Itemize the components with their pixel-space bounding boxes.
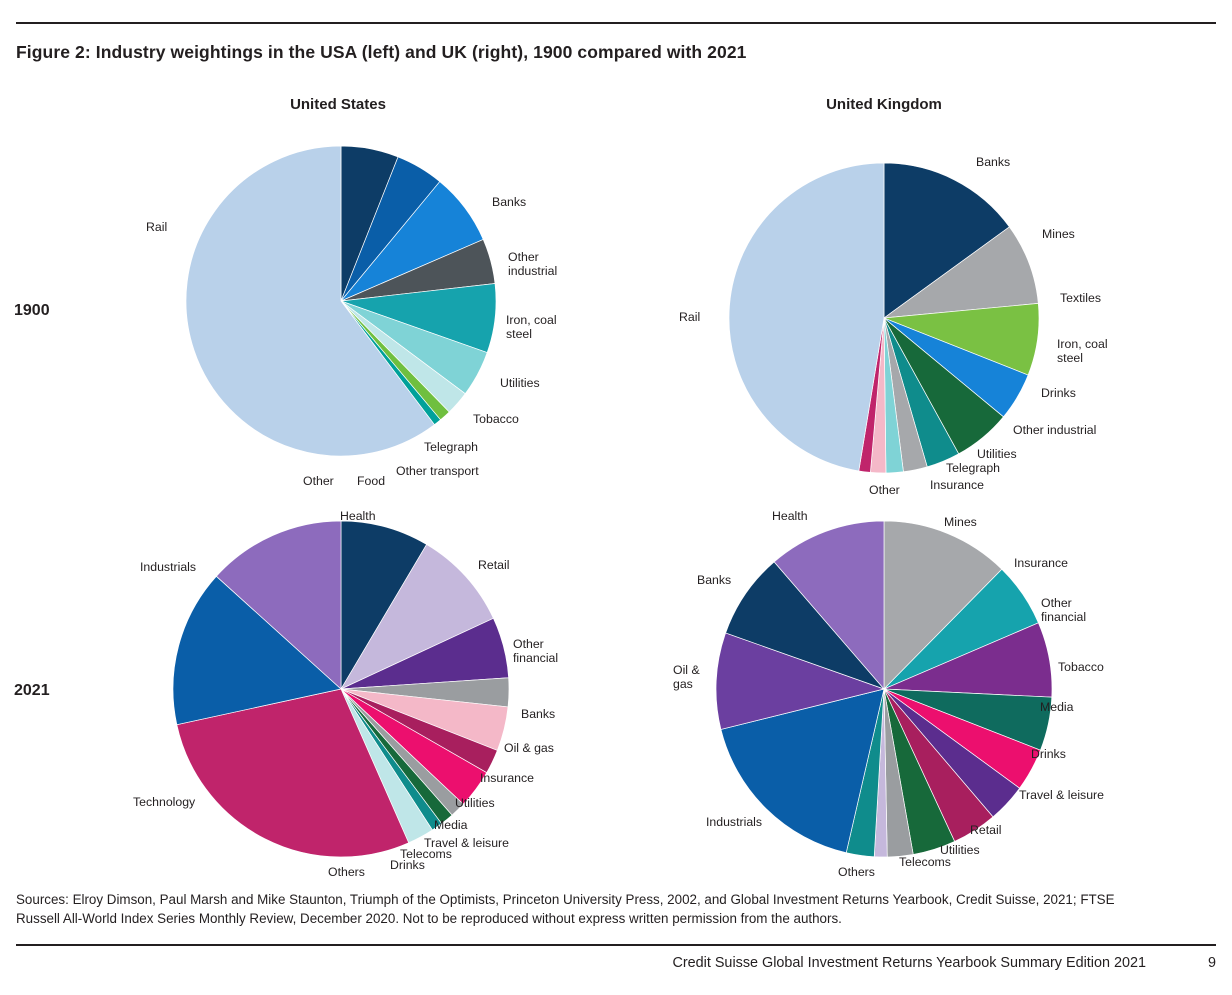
pie-label: Others (328, 865, 365, 879)
pie-slice (729, 163, 884, 471)
pie-label: Tobacco (473, 412, 519, 426)
pie-label: Other (869, 483, 900, 497)
pie-label: Others (838, 865, 875, 879)
pie-label: Telegraph (946, 461, 1001, 475)
bottom-divider (16, 944, 1216, 946)
pie-label: Telegraph (424, 440, 479, 454)
pie-label: Banks (521, 707, 556, 721)
panel-title-united-states: United States (290, 96, 386, 113)
pie-label: Travel & leisure (424, 836, 509, 850)
pie-label: Insurance (930, 478, 985, 492)
pie-label: Other industrial (1013, 423, 1097, 437)
pie-label: Drinks (1041, 386, 1076, 400)
pie-label: Media (1040, 700, 1074, 714)
pie-label: Health (340, 509, 376, 523)
pie-label: Other (303, 474, 334, 488)
pie-label: Other industrial (508, 250, 558, 279)
pie-label: Retail (478, 558, 510, 572)
pie-label: Oil & gas (504, 741, 554, 755)
footer-page-number: 9 (1207, 955, 1216, 971)
footer-title: Credit Suisse Global Investment Returns Yearbook Summary Edition 2021 (672, 955, 1146, 971)
pie-label: Banks (492, 195, 527, 209)
panel-title-united-kingdom: United Kingdom (826, 96, 942, 113)
pie-chart-us-1900 (184, 144, 498, 458)
pie-label: Industrials (706, 815, 763, 829)
pie-label: Retail (970, 823, 1002, 837)
pie-label: Health (772, 509, 808, 523)
row-label-1900: 1900 (14, 302, 50, 319)
pie-label: Iron, coal steel (506, 313, 557, 342)
pie-label: Rail (679, 310, 701, 324)
pie-label: Utilities (940, 843, 980, 857)
pie-label: Iron, coal steel (1057, 337, 1108, 366)
pie-label: Other financial (513, 637, 559, 666)
pie-label: Tobacco (1058, 660, 1104, 674)
row-label-2021: 2021 (14, 682, 50, 699)
pie-label: Insurance (1014, 556, 1069, 570)
pie-label: Utilities (455, 796, 495, 810)
sources-note: Sources: Elroy Dimson, Paul Marsh and Mike Staunton, Triumph of the Optimists, Princeton University Press, 2002, and Global Investment Returns Yearbook, Credit Suisse, 2021; FTSE Russell All-World Index Series Monthly Review, December 2020. Not to be reproduced without express written permission from the authors. (16, 892, 1115, 927)
pie-label: Other transport (396, 464, 479, 478)
figure-title: Figure 2: Industry weightings in the USA (left) and UK (right), 1900 compared with 2021 (16, 42, 747, 62)
pie-label: Telecoms (899, 855, 951, 869)
pie-label: Drinks (1031, 747, 1066, 761)
pie-label: Mines (944, 515, 977, 529)
pie-label: Textiles (1060, 291, 1102, 305)
pie-label: Utilities (977, 447, 1017, 461)
pie-label: Mines (1042, 227, 1075, 241)
pie-label: Utilities (500, 376, 540, 390)
pie-label: Oil & gas (673, 663, 700, 692)
pie-label: Travel & leisure (1019, 788, 1104, 802)
pie-label: Banks (976, 155, 1011, 169)
pie-label: Drinks (390, 858, 425, 872)
pie-chart-uk-1900 (727, 161, 1041, 475)
pie-label: Telecoms (400, 847, 452, 861)
pie-label: Rail (146, 220, 168, 234)
pie-label: Industrials (140, 560, 197, 574)
pie-label: Banks (697, 573, 732, 587)
pie-label: Insurance (480, 771, 535, 785)
pie-label: Other financial (1041, 596, 1087, 625)
pie-label: Food (357, 474, 386, 488)
pie-label: Media (434, 818, 468, 832)
pie-label: Technology (133, 795, 196, 809)
pie-chart-uk-2021 (714, 519, 1054, 859)
top-divider (16, 22, 1216, 24)
